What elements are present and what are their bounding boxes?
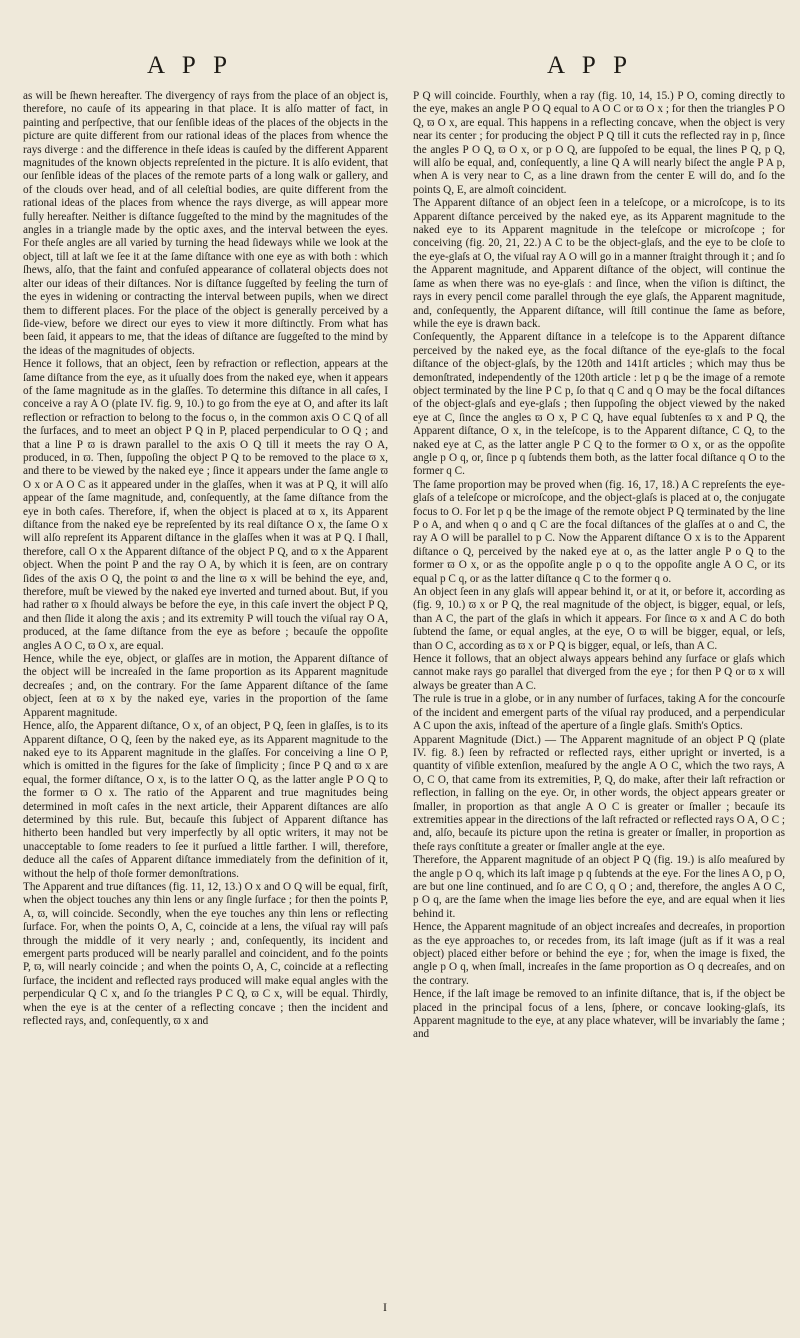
paragraph: The Apparent diſtance of an object ſeen in a teleſcope, or a microſcope, is to its Apparent diſtance perceived by the naked eye, as its Apparent magnitude to the naked eye to its Apparent magnitude in the teleſcope or microſcope ; for conceiving (fig. 20, 21, 22.) A C to be the object-glaſs, and the eye to be cloſe to the eye-glaſs at O, the viſual ray A O will go in a manner ſtraight through it ; and ſo the Apparent magnitude, and Apparent diſtance of the object, will continue the ſame as when there was no eye-glaſs : and ſince, when the viſion is diſtinct, the rays in every pencil come parallel through the eye glaſs, the Apparent magnitude, and, conſequently, the Apparent diſtance, will ſtill continue the ſame as before, while the eye is drawn back.: [413, 197, 785, 330]
running-head-left: A P P: [147, 52, 234, 79]
signature-mark: I: [383, 1300, 387, 1314]
paragraph: Hence, if the laſt image be removed to an infinite diſtance, that is, if the object be placed in the principal focus of a lens, ſphere, or concave looking-glaſs, its Apparent magnitude to the eye, at any place whatever, will be invariably the ſame ; and: [413, 988, 785, 1041]
running-head-right: A P P: [547, 52, 634, 79]
right-column: [413, 90, 785, 1042]
paragraph: The Apparent and true diſtances (fig. 11, 12, 13.) O x and O Q will be equal, firſt, when the object touches any thin lens or any ſingle ſurface ; for then the points P, A, ϖ, will coincide. Secondly, when the eye touches any thin lens or reflecting ſurface. For, when the points O, A, C, coincide at a lens, the viſual ray will paſs through the middle of it very nearly ; and, conſequently, its incident and emergent parts produced will be nearly parallel and coincident, and fo the points P, ϖ, will nearly coincide ; and when the points O, A, C, coincide at a reflecting ſurface, the incident and reflected rays produced will make equal angles with the perpendicular Q C x, and ſo the triangles P C Q, ϖ C x, will be equal. Thirdly, when the eye is at the center of a reflecting concave ; then the incident and reflected rays, and, conſequently, ϖ x and: [23, 880, 388, 1028]
paragraph: Hence it follows, that an object, ſeen by refraction or reflection, appears at the ſame diſtance from the eye, as it uſually does from the naked eye, when it appears of the ſame magnitude as in the glaſſes. To determine this diſtance in all caſes, I conceive a ray A O (plate IV. fig. 9, 10.) to go from the eye at O, and after its laſt reflection or refraction to belong to the focus o, in the common axis O C Q of all the ſurfaces, and to meet an object P Q in P, placed perpendicular to O Q ; and that a line P ϖ is drawn parallel to the axis O Q till it meets the ray O A, produced, in ϖ. Then, ſuppoſing the object P Q to be removed to the place ϖ x, and there to be viewed by the naked eye ; ſince it appears under the ſame angle ϖ O x or A O C as it appeared under in the glaſſes, when it was at P Q, it will alſo appear of the ſame magnitude, and, conſequently, at the ſame diſtance from the eye in both caſes. Therefore, if, when the object is placed at ϖ x, its Apparent diſtance from the naked eye be repreſented by its real diſtance O x, the ſame O x will alſo repreſent its Apparent diſtance in the glaſſes when it was at P Q. I ſhall, therefore, call O x the Apparent diſtance of the object P Q, and ϖ x the Apparent object. When the point P and the ray O A, by which it is ſeen, are on contrary ſides of the axis O Q, the point ϖ and the line ϖ x will be behind the eye, and, therefore, muſt be viewed by the naked eye inverted and turned about. But, if you had rather ϖ x ſhould always be before the eye, in this caſe invert the object P Q, and then ſlide it along the axis ; and its extremity P will touch the viſual ray O A, produced, at the ſame diſtance from the eye as before ; becauſe the oppoſite angles A O C, ϖ O x, are equal.: [23, 358, 389, 652]
paragraph: Hence, alſo, the Apparent diſtance, O x, of an object, P Q, ſeen in glaſſes, is to its Apparent diſtance, O Q, ſeen by the naked eye, as its Apparent magnitude to the naked eye to its Apparent magnitude in the glaſſes. For conceiving a line O P, which is omitted in the figures for the ſake of ſimplicity ; ſince P Q and ϖ x are equal, the former diſtance, O x, is to the latter O Q, as the latter angle P O Q to the former ϖ O x. The ratio of the Apparent and true magnitudes being determined in moſt caſes in the next article, their Apparent diſtances are alſo determined by this rule. But, becauſe this ſubject of Apparent diſtance has hitherto been handled but very imperfectly by all optic writers, it may not be unacceptable to ſome readers to ſee it purſued a little farther. I will, therefore, deduce all the caſes of Apparent diſtance immediately from the definition of it, without the help of thoſe former demonſtrations.: [23, 720, 388, 880]
paragraph: as will be ſhewn hereafter. The divergency of rays from the place of an object is, therefore, no cauſe of its appearing in that place. It is alſo matter of fact, in painting and perſpective, that our ſenſible ideas of the places of the objects in the picture are quite different from our rational ideas of the places from whence the rays diverge : and the difference in theſe ideas is cauſed by the different Apparent magnitudes of the known objects repreſented in the picture. It is alſo evident, that our ſenſible ideas of the places of the remote parts of a long walk or gallery, and of the clouds over head, and of all celeſtial bodies, are quite different from the rational ideas of the places from whence the rays diverge, as will appear more fully hereafter. Neither is diſtance ſuggeſted to the mind by the magnitudes of the angles in a triangle made by the optic axes, and the interval between the eyes. For theſe angles are all varied by turning the head ſideways while we look at the object, till at laſt we ſee it at the ſame diſtance with one eye as with both : which ſhews, alſo, that the faint and confuſed appearance of collateral objects does not alter our ideas of their diſtances. Nor is diſtance ſuggeſted by feeling the turn of the eyes in widening or contracting the interval between pupils, when we direct them to different places. For the place of the object is generally perceived by a ſide-view, before we direct our eyes to view it more diſtinctly. From what has been ſaid, it appears to me, that the ideas of diſtance are ſuggeſted to the mind by the ideas of the magnitudes of objects.: [23, 90, 388, 357]
paragraph: The ſame proportion may be proved when (fig. 16, 17, 18.) A C repreſents the eye-glaſs of a teleſcope or microſcope, and the object-glaſs is placed at o, the conjugate focus to O. For let p q be the image of the remote object P Q terminated by the line P o A, and when q o and q C are the focal diſtances of the glaſſes at o and C, the ray A O will be parallel to p C. Now the Apparent diſtance O x is to the Apparent diſtance o Q, perceived by the naked eye at o, as the latter angle P o Q to the former ϖ O x, or as the oppoſite angle p o q to the oppoſite angle A O C, or its equal p C q, or as the latter diſtance q C to the former q o.: [413, 478, 785, 585]
paragraph: Hence, while the eye, object, or glaſſes are in motion, the Apparent diſtance of the object will be increaſed in the ſame proportion as its Apparent magnitude decreaſes ; and, on the contrary. For the ſame Apparent diſtance of the ſame object, ſeen at ϖ x by the naked eye, varies in the proportion of the ſame Apparent magnitude.: [23, 653, 388, 719]
paragraph: Conſequently, the Apparent diſtance in a teleſcope is to the Apparent diſtance perceived by the naked eye, as the focal diſtance of the eye-glaſs to the focal diſtance of the object-glaſs, by the 120th and 141ſt articles ; which may thus be demonſtrated, independently of the 120th article : let p q be the image of a remote object terminated by the line P C p, ſo that q C and q O may be the focal diſtances of the object-glaſs and eye-glaſs ; then ſuppoſing the object viewed by the naked eye at C, ſince the angles ϖ O x, P C Q, have equal ſubtenſes ϖ x and P Q, the Apparent diſtance, O x, in the teleſcope, is to the Apparent diſtance, C Q, to the naked eye at C, as the latter angle P C Q to the former ϖ O x, or as the oppoſite angle p O q, or, ſince p q ſubtends them both, as the latter focal diſtance q O to the former q C.: [413, 331, 785, 478]
paragraph: The rule is true in a globe, or in any number of ſurfaces, taking A for the concourſe of the incident and emergent parts of the viſual ray produced, and a perpendicular A C upon the axis, inſtead of the aperture of a ſingle glaſs. Smith's Optics.: [413, 693, 785, 733]
paragraph: Therefore, the Apparent magnitude of an object P Q (fig. 19.) is alſo meaſured by the angle p O q, which its laſt image p q ſubtends at the eye. For the lines A O, p O, are but one line continued, and ſo are C O, q O ; and, therefore, the angles A O C, p O q, are the ſame when the image lies before the eye, and are equal when it lies behind it.: [413, 854, 785, 920]
left-column: [23, 90, 388, 1028]
paragraph: Hence, the Apparent magnitude of an object increaſes and decreaſes, in proportion as the eye approaches to, or recedes from, its laſt image (juſt as if it was a real object) placed either before or behind the eye ; for, when the image is fixed, the angle p O q, when ſmall, increaſes in the ſame proportion as O q decreaſes, and on the contrary.: [413, 921, 785, 987]
paragraph: An object ſeen in any glaſs will appear behind it, or at it, or before it, according as (fig. 9, 10.) ϖ x or P Q, the real magnitude of the object, is bigger, equal, or leſs, than A C, the part of the glaſs in which it appears. For ſince ϖ x and A C do both ſubtend the ſame, or equal angles, at the eye, O ϖ will be bigger, equal, or leſs, than O C, according as ϖ x or P Q is bigger, equal, or leſs, than A C.: [413, 586, 785, 652]
paragraph: P Q will coincide. Fourthly, when a ray (fig. 10, 14, 15.) P O, coming directly to the eye, makes an angle P O Q equal to A O C or ϖ O x ; for then the triangles P O Q, ϖ O x, are equal. This happens in a reflecting concave, when the object is very near its center ; for producing the object P Q till it cuts the reflected ray in p, ſince the angles P O Q, ϖ O x, or p O Q, are ſuppoſed to be equal, the lines P Q, p Q, will alſo be equal, and, conſequently, a line Q A will nearly biſect the angle P A p, when A is very near to C, as a line drawn from the center E will do, and ſo the points Q, E, are almoſt coincident.: [413, 90, 785, 196]
paragraph: Hence it follows, that an object always appears behind any ſurface or glaſs which cannot make rays go parallel that diverged from the eye ; for then P Q or ϖ x will always be greater than A C.: [413, 653, 785, 692]
entry-paragraph: Apparent Magnitude (Dict.) — The Apparent magnitude of an object P Q (plate IV. fig. 8.) ſeen by refracted or reflected rays, either upright or inverted, is a quantity of viſible extenſion, meaſured by the angle A O C, which the two rays, A O, C O, that came from its extremities, P, Q, do make, after their laſt refraction or reflection, in falling on the eye. Or, in other words, the object appears greater or ſmaller, in proportion as that angle A O C is greater or ſmaller ; becauſe its extremities appear in the directions of the laſt refracted or reflected rays O A, O C ; and, alſo, becauſe its picture upon the retina is greater or ſmaller, in proportion as theſe rays conſtitute a greater or ſmaller angle at the eye.: [413, 733, 785, 853]
